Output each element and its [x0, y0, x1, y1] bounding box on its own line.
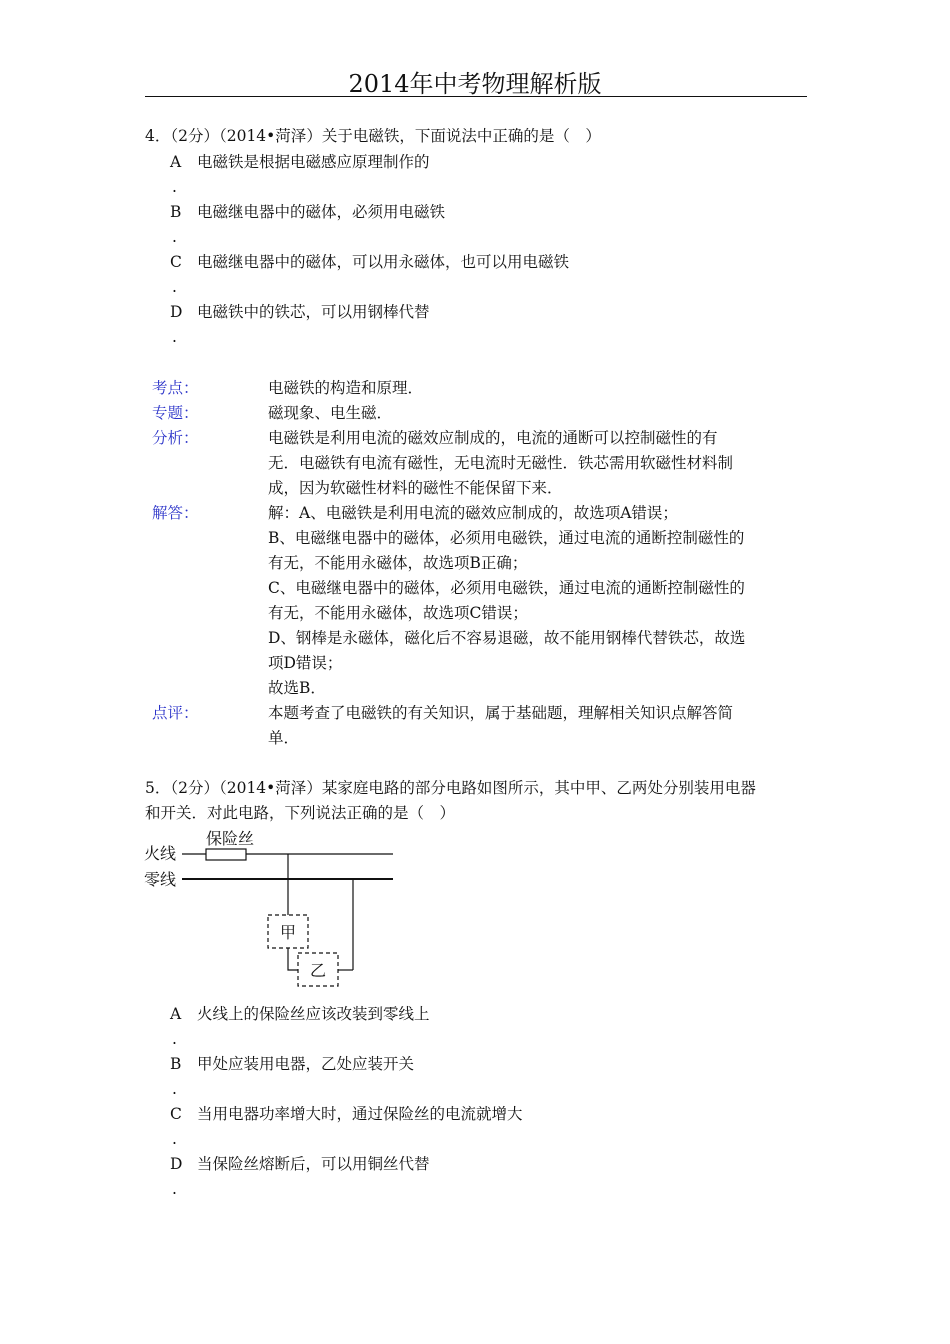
jieda-line: B、电磁继电器中的磁体，必须用电磁铁，通过电流的通断控制磁性的: [268, 529, 745, 547]
option-text: 电磁继电器中的磁体，必须用电磁铁: [197, 203, 446, 221]
fenxi-line: 无．电磁铁有电流有磁性，无电流时无磁性．铁芯需用软磁性材料制: [268, 454, 734, 472]
option-text: 电磁继电器中的磁体，可以用永磁体，也可以用电磁铁: [197, 253, 570, 271]
kaodian-label: 考点：: [152, 379, 199, 397]
option-dot: .: [172, 1130, 177, 1148]
household-circuit-diagram: [140, 822, 410, 994]
option-letter: C: [170, 253, 182, 271]
option-text: 火线上的保险丝应该改装到零线上: [197, 1005, 430, 1023]
dianping-line: 单．: [268, 729, 300, 747]
option-letter: D: [170, 1155, 183, 1173]
option-letter: C: [170, 1105, 182, 1123]
jieda-line: 有无，不能用永磁体，故选项C错误；: [268, 604, 528, 622]
header-divider: [145, 96, 807, 97]
option-text: 当用电器功率增大时，通过保险丝的电流就增大: [197, 1105, 523, 1123]
option-text: 电磁铁中的铁芯，可以用钢棒代替: [197, 303, 430, 321]
jieda-line: 故选B．: [268, 679, 326, 697]
option-dot: .: [172, 178, 177, 196]
option-dot: .: [172, 228, 177, 246]
q4-stem: 4．（2分）（2014•菏泽）关于电磁铁，下面说法中正确的是（ ）: [145, 127, 601, 145]
option-letter: B: [170, 1055, 182, 1073]
dianping-line: 本题考查了电磁铁的有关知识，属于基础题，理解相关知识点解答简: [268, 704, 734, 722]
jieda-line: C、电磁继电器中的磁体，必须用电磁铁，通过电流的通断控制磁性的: [268, 579, 745, 597]
fenxi-line: 电磁铁是利用电流的磁效应制成的，电流的通断可以控制磁性的有: [268, 429, 718, 447]
dianping-label: 点评：: [152, 704, 199, 722]
fuse-label: 保险丝: [206, 829, 255, 848]
live-wire-label: 火线: [144, 844, 177, 863]
kaodian-text: 电磁铁的构造和原理．: [268, 379, 424, 397]
zhuanti-text: 磁现象、电生磁．: [268, 404, 393, 422]
neutral-wire-label: 零线: [144, 870, 177, 889]
zhuanti-label: 专题：: [152, 404, 199, 422]
option-text: 电磁铁是根据电磁感应原理制作的: [197, 153, 430, 171]
option-text: 当保险丝熔断后，可以用铜丝代替: [197, 1155, 430, 1173]
option-dot: .: [172, 1030, 177, 1048]
jieda-line: 有无，不能用永磁体，故选项B正确；: [268, 554, 528, 572]
option-dot: .: [172, 1180, 177, 1198]
jieda-label: 解答：: [152, 504, 199, 522]
option-text: 甲处应装用电器，乙处应装开关: [197, 1055, 415, 1073]
option-dot: .: [172, 1080, 177, 1098]
page-title: 2014年中考物理解析版: [348, 70, 602, 98]
connector-jia-yi: [288, 948, 298, 970]
jieda-line: D、钢棒是永磁体，磁化后不容易退磁，故不能用钢棒代替铁芯，故选: [268, 629, 746, 647]
jieda-line: 解：A、电磁铁是利用电流的磁效应制成的，故选项A错误；: [268, 504, 678, 522]
fenxi-label: 分析：: [152, 429, 199, 447]
option-dot: .: [172, 278, 177, 296]
fenxi-line: 成，因为软磁性材料的磁性不能保留下来．: [268, 479, 563, 497]
option-letter: A: [170, 1005, 182, 1023]
option-letter: D: [170, 303, 183, 321]
option-letter: A: [170, 153, 182, 171]
box-jia-label: 甲: [280, 923, 297, 942]
jieda-line: 项D错误；: [268, 654, 343, 672]
option-dot: .: [172, 328, 177, 346]
q5-stem-line: 5．（2分）（2014•菏泽）某家庭电路的部分电路如图所示，其中甲、乙两处分别装用电器: [145, 779, 756, 797]
box-yi-label: 乙: [310, 961, 327, 980]
q5-stem-line: 和开关．对此电路，下列说法正确的是（ ）: [145, 804, 456, 822]
fuse-symbol: [206, 849, 246, 860]
option-letter: B: [170, 203, 182, 221]
